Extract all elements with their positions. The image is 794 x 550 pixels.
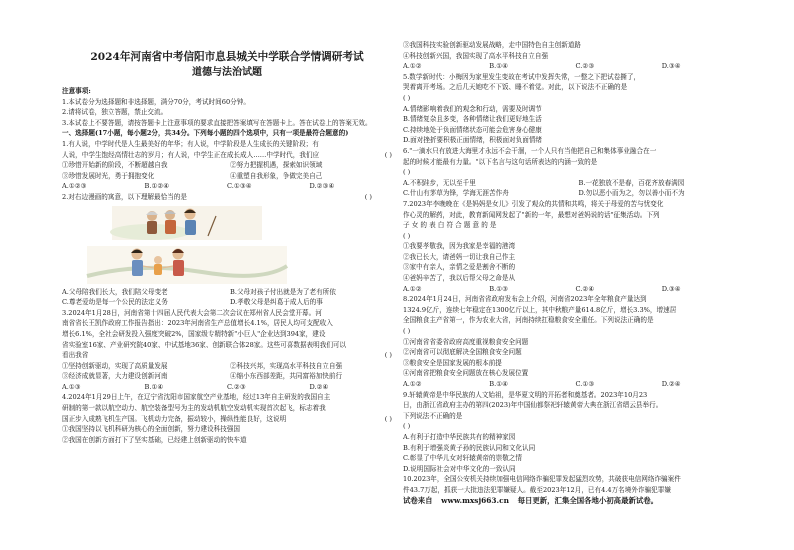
option: ①河南省省委省政府高度重视粮食安全问题 — [403, 337, 529, 346]
q3-paren: ( ) — [384, 351, 392, 360]
q7-answers — [403, 284, 748, 295]
q8-stem-line: 1324.9亿斤，连续七年稳定在1300亿斤以上，其中秋粮产量614.8亿斤，增长3.3%，增速居 — [403, 305, 677, 314]
answer-choice: B.①③ — [489, 284, 509, 293]
answer-choice: A.①③ — [62, 382, 81, 391]
option: A.情绪影响着我们的观念和行动，需要及时调节 — [403, 104, 542, 113]
answer-choice: A.①②③ — [62, 182, 87, 191]
section-heading: 一、选择题(17小题，每小题2分，共34分。下列每小题的四个选项中，只有一项是最符合题意的) — [62, 129, 349, 138]
option: ④科技创新兴国，我国实现了高水平科技自立自强 — [403, 51, 549, 60]
notes-item: 1.本试卷分为选择题和非选择题，满分70分，考试时间60分钟。 — [62, 97, 250, 106]
answer-choice: D.③④ — [661, 284, 681, 293]
q2-stem: 2.对右边漫画的寓意，以下理解最恰当的是 — [62, 192, 187, 201]
exam-subtitle: 道德与法治试题 — [192, 67, 262, 78]
q4-stem-line: 4.2024年1月29日上午，在辽宁省沈阳市国家航空产业基地，经过13年自主研发的我国自主 — [62, 393, 331, 402]
exam-title: 2024年河南省中考信阳市息县城关中学联合学情调研考试 — [90, 51, 364, 63]
q9-paren: ( ) — [403, 422, 411, 431]
q9-stem-line: 9.轩辕黄帝是中华民族的人文始祖，是华夏文明的开拓者和奠基者。2023年10月23 — [403, 390, 648, 399]
option: ④缩小东西部差距，共同富裕加快前行 — [230, 372, 343, 381]
option: D.面对挫折要积极正面情绪，积极面对负面情绪 — [403, 136, 543, 145]
q4-answers — [403, 61, 748, 72]
q10-stem-line: 件43.7万起，抓获一大批违法犯罪嫌疑人。截至2023年12月，已有4.4万名境外诈骗犯罪嫌 — [403, 485, 671, 494]
option: ④重塑自我形象，争做完美自己 — [230, 171, 323, 180]
q3-stem-line: 省实验室16家、产业研究院40家、中试基地36家、创新联合体28家。这些可喜数据表明我们可以 — [62, 340, 347, 349]
option: ①我国坚持以飞机科研为核心的全面创新，努力建设科技强国 — [62, 425, 241, 434]
option: B.一花独放不是春，百花齐放春满园 — [578, 178, 685, 187]
option: A.有利于打造中华民族共有的精神家园 — [403, 432, 516, 441]
answer-choice: D.②③④ — [309, 182, 335, 191]
option: ②努力把握机遇，探索如识领域 — [230, 161, 323, 170]
option: ②我国在创新方面打下了坚实基础，已经建上创新驱动的快车道 — [62, 435, 247, 444]
q8-stem-line: 全国粮食主产省第一，作为农业大省，河南持续扛稳粮食安全重任。下列说法正确的是 — [403, 316, 654, 325]
answer-choice: C.①③ — [575, 380, 595, 388]
option: ④河南省把粮食安全问题放在核心发展位置 — [403, 369, 529, 378]
answer-choice: B.①④ — [144, 382, 164, 391]
option: ③粮食安全是国家发展的根本前提 — [403, 358, 502, 367]
option: ②科技兴邦，实现高水平科技自立自强 — [230, 361, 343, 370]
q3-stem-row — [62, 350, 392, 361]
q2-paren: ( ) — [364, 192, 372, 201]
q7-stem-line: 作心灵的解药，对此，教育新闻网发起了"新的一年，最想对爸妈说的话"征集活动。下列 — [403, 210, 660, 219]
option: ①我要孝敬我，因为我家是幸福的港湾 — [403, 242, 516, 251]
answer-choice: B.①④ — [489, 380, 509, 388]
family-cartoon-image — [82, 206, 292, 284]
option: ③我国科技实验创新驱动发展战略，走中国特色自主创新道路 — [403, 41, 582, 49]
option: D.说明国际社会对中华文化的一致认同 — [403, 464, 516, 473]
q5-stem-line: 哭着离开考场。之后几天她吃不下饭、睡不着觉。对此，以下说法不正确的是 — [403, 83, 628, 92]
option: ④爸妈辛苦了，我以后帮父母之命是从 — [403, 274, 516, 283]
option: ①珍惜开始新的阶段，不断超越自我 — [62, 161, 168, 170]
answer-choice: D.②④ — [309, 382, 329, 391]
q3-stem-line: 3.2024年1月28日，河南省第十四届人民代表大会第二次会议在郑州省人民会堂开幕。河 — [62, 308, 322, 317]
right-column — [403, 40, 748, 544]
q3-answers — [62, 382, 392, 393]
q10-stem-line: 10.2023年，全国公安机关持续加强电信网络诈骗犯罪发起猛烈攻势，共破获电信网络诈骗案件 — [403, 475, 681, 484]
q8-paren: ( ) — [403, 327, 411, 336]
q1-stem-row — [62, 150, 392, 161]
answer-choice: A.①② — [403, 62, 422, 71]
q2-options — [62, 287, 392, 308]
q3-options — [62, 361, 392, 382]
option: B.有利于增强炎黄子孙的民族认同和文化认同 — [403, 443, 536, 452]
option: ③经济成就显著，大力建设创新河南 — [62, 372, 168, 381]
q7-stem-line: 子 女 的 表 白 符 合 题 意 的 是 — [403, 221, 497, 230]
q4-stem-line: 研制的第一款以航空动力、航空装备型号为主的发动机航空发动机实现首次起飞，标志着我 — [62, 404, 326, 413]
q1-options — [62, 160, 392, 181]
left-column — [62, 42, 392, 544]
answer-choice: A.①② — [403, 284, 422, 293]
q2-stem-row — [62, 192, 392, 203]
q1-paren: ( ) — [384, 150, 392, 159]
footer-watermark — [403, 496, 748, 507]
answer-choice: B.①②④ — [144, 182, 170, 191]
option: ③家中有亲人，亲情之爱是割舍不断的 — [403, 263, 516, 272]
answer-choice: A.①② — [403, 380, 422, 388]
q9-stem-line: 下列说法不正确的是 — [403, 411, 463, 420]
q3-stem-line: 南省省长王凯作政府工作报告指出：2023年河南省生产总值增长4.1%，居民人均可支配收入 — [62, 319, 333, 328]
option: ③珍惜发展时光，勇于拥抱变化 — [62, 171, 155, 180]
option: C.什山有茅草为锋，学海无涯苦作舟 — [403, 189, 509, 198]
q1-stem-line: 人说，中学生饱经高情壮志的岁月；有人说，中学生正在成长成人……中学时代，我们应 — [62, 150, 320, 159]
q3-stem-line: 看出我省 — [62, 351, 89, 360]
option: D.孝敬父母是纠葛于成人后的事 — [230, 298, 323, 307]
option: A.父母陪我们长大，我们陪父母变老 — [62, 287, 168, 296]
option: A.不积跬步，无以至千里 — [403, 178, 476, 187]
notes-item: 3.本试卷上不要答题，请按答题卡上注意事项的要求直接把答案填写在答题卡上。答在试卷上的答案无效。 — [62, 118, 372, 127]
footer-suffix: 每日更新，汇集全国各地小初高最新试卷。 — [517, 495, 659, 505]
q8-answers — [403, 379, 748, 390]
option: B.情绪复杂且多变，各种情绪让我们更好地生活 — [403, 115, 542, 124]
q3-stem-line: 增长6.1%，全社会研发投入强度突破2%，国家级专精特新"小巨人"企业达到394家，建设 — [62, 329, 326, 338]
answer-choice: B.①④ — [489, 62, 509, 71]
q4-stem-row — [62, 414, 392, 425]
option: C.尊老爱幼是每一个公民的法定义务 — [62, 298, 168, 307]
answer-choice: D.②④ — [661, 380, 681, 388]
option: D.勿以恶小而为之，勿以善小而不为 — [578, 189, 685, 198]
q5-paren: ( ) — [403, 93, 411, 102]
answer-choice: C.①③④ — [227, 182, 252, 191]
q7-stem-line: 7.2023年李晚晚在《是妈妈是女儿》引发了观众的共情和共鸣，将关于母爱的苦与忧变化 — [403, 199, 664, 208]
q6-stem-line: 6."一滴水只有放进大海里才永远不会干涸，一个人只有当他把自己和集体事业融合在一 — [403, 146, 657, 155]
notes-item: 2.请将试卷，独立答题，禁止交流。 — [62, 108, 168, 117]
answer-choice: C.②④ — [575, 284, 595, 293]
q6-options — [403, 178, 748, 199]
q6-paren: ( ) — [403, 168, 411, 177]
footer-prefix: 试卷来自 — [403, 495, 433, 505]
answer-choice: C.②③ — [575, 62, 595, 71]
footer-site-link[interactable]: www.mxsj663.cn — [441, 495, 510, 505]
q4-paren: ( ) — [384, 414, 392, 423]
option: B.父母对孩子付出就是为了老有所依 — [230, 287, 336, 296]
q1-answers — [62, 181, 392, 192]
q7-paren: ( ) — [403, 231, 411, 240]
answer-choice: C.②③ — [227, 382, 246, 391]
option: ①坚持创新驱动，实现了高质量发展 — [62, 361, 168, 370]
option: C.彰显了中华儿女对轩辕黄帝的崇敬之情 — [403, 454, 522, 463]
cartoon-illustration — [82, 206, 292, 284]
q5-stem-line: 5.数学新时代：小梅因为家里发生变故在考试中发挥失常，一整之下把试卷撕了， — [403, 72, 641, 81]
q9-stem-line: 日，由浙江省政府主办的第四(2023)年中国仙都祭祀轩辕黄帝大典在浙江省缙云县举行。 — [403, 401, 663, 410]
option: ②河南省可以彻底解决全国粮食安全问题 — [403, 348, 522, 357]
notes-label: 注意事项: — [62, 87, 91, 95]
q6-stem-line: 起的时候才能最有力量。"以下名言与这句话所表达的内涵一致的是 — [403, 157, 598, 166]
option: ②我已长大，请爸妈一切让我自己作主 — [403, 252, 516, 261]
option: C.持续地处于负面情绪状态可能会危害身心健康 — [403, 125, 542, 134]
q8-stem-line: 8.2024年1月24日，河南省省政府发布会上介绍，河南省2023年全年粮食产量达到 — [403, 295, 647, 304]
q4-stem-line: 国正步入成熟飞机生产国。飞机动力完备，振动较小，操纵性能良好，这说明 — [62, 414, 287, 423]
q1-stem-line: 1.有人说，中学时代是人生最美好的年华；有人说，中学阶段是人生成长的关键阶段；有 — [62, 139, 319, 148]
answer-choice: D.③④ — [661, 62, 681, 71]
